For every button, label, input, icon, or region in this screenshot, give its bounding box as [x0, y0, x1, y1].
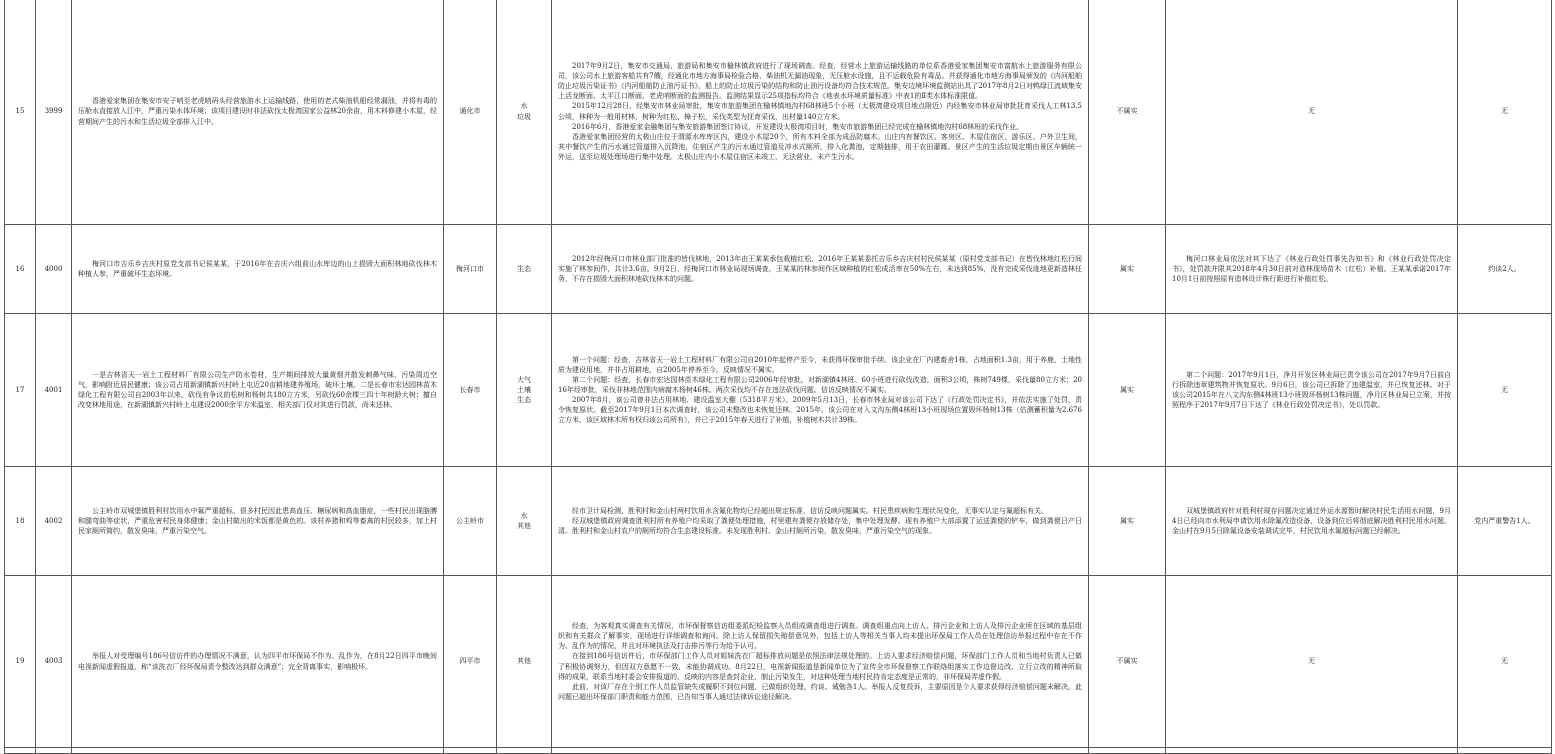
handling-text: 第二个问题：2017年9月1日，净月开发区林业局已责令该公司在2017年9月7日前自行拆除违章建筑物并恢复原状。9月6日，该公司已拆除了违建温室，并已恢复还林。对于该公司2015年在八文沟东侧4林班13小班毁坏杨树13株问题，净月区林业局已立案，并按照程序于2017年9月7日下达了《林业行政处罚决定书》，处以罚款。	[1172, 370, 1451, 410]
accountability: 党内严重警告1人。	[1458, 467, 1552, 576]
empty-cell	[36, 748, 72, 754]
admin-area: 公主岭市	[444, 467, 497, 576]
accountability: 无	[1458, 576, 1552, 748]
handling-result	[1166, 0, 1458, 225]
investigation-paragraph: 2015年12月28日，经集安市林业局审批，集安市旅游集团在榆林镇地沟村68林班5个小班（太极湾建设项目地点附近）内经集安市林业局审批抚育采伐人工林13.5公顷，林种为一般用材林，树种为红松、樟子松，采伐类型为抚育采伐，出材量140立方米。	[558, 102, 1082, 121]
admin-area: 长春市	[444, 314, 497, 467]
complaint-content	[72, 576, 444, 748]
verdict: 属实	[1089, 467, 1166, 576]
investigation-result	[552, 576, 1089, 748]
investigation-paragraph: 2012年经梅河口市林业部门批准的皆伐林地，2013年由王某某承包栽植红松，2016年王某某委托吉乐乡吉庆村村民侯某某（原村党支部书记）在皆伐林地红松行间实施了林参间作，共计3.6亩。9月2日，经梅河口市林业局现场调查，王某某的林参间作区域种植的红松成活率在50%左右，未达到85%，没有完成采伐迹地更新造林任务，不存在损毁大面积林地砍伐林木的问题。	[558, 254, 1082, 284]
case-id: 4002	[36, 467, 72, 576]
pollution-type-item: 其他	[517, 657, 531, 666]
investigation-paragraph: 经查，为客观真实调查有关情况，市环保督察信访组委派纪检监察人员组成调查组进行调查。调查组重点向上访人、排污企业和上访人及排污企业所在区域的基层组织和有关群众了解事实，现场进行详细调查和询问。除上访人保留损失赔偿意见外，包括上访人等相关当事人均未提出环保局工作人员在处理信访举报过程中存在不作为、乱作为的情况，并且对环境执法及打击排污等行为给予认可。	[558, 621, 1082, 651]
investigation-paragraph: 2007年8月，该公司曾非法占用林地、建设温室大棚（5318平方米）。2009年5月13日，长春市林业局对该公司下达了《行政处罚决定书》，并依法实施了处罚，责令恢复原状。截至2017年9月1日本次调查时，该公司未整改也未恢复还林。2015年，该公司在对入文沟东侧4林班13小班现场位置毁坏杨树13株（估测蓄积量为2.676立方米，该区域林木所有权归该公司所有），并已于2015年春天进行了补植，补植树木共计39株。	[558, 396, 1082, 425]
pollution-type-item: 生态	[517, 396, 531, 405]
complaint-content	[72, 467, 444, 576]
verdict: 属实	[1089, 314, 1166, 467]
complaint-content	[72, 0, 444, 225]
investigation-result	[552, 467, 1089, 576]
pollution-type-item: 其他	[517, 522, 531, 530]
accountability: 无	[1458, 314, 1552, 467]
investigation-paragraph: 2017年9月2日，集安市交通局、旅游局和集安市榆林镇政府进行了现场调查。经查，经营水上旅游运输线路的单位系香港爱家集团集安市富航水上旅游服务有限公司，该公司水上旅游客船共有7艘，经通化市地方海事局检验合格，柴油机无漏油现象，无压舱水设施，且不运载危险有毒品。并获得通化市地方海事局颁发的《内河船舶防止垃圾污染证书》《内河船舶防止油污证书》，船上的防止垃圾污染的结构和防止油污设备均符合技术规范。集安边境环境监测站出具了2017年8月2日对鸭绿江流域集安上活龙断面、太平江口断面、老虎哨断面的监测报告。监测结果显示25项指标均符合《地表水环境质量标准》中表1的Ⅱ类水体标准限值。	[558, 61, 1082, 101]
empty-cell	[5, 748, 36, 754]
complaint-text: 公主岭市双城堡镇胜利村饮用水中氟严重超标，很多村民因此患高血压、糖尿病和高血脂症，一些村民出现胳膊和腿弯曲等症状，严重危害村民身体健康；金山村做出的米饭都是黄色的。该村养猪和鸡等畜禽的村民较多，加上村民家厕所简约，散发臭味，严重污染空气。	[78, 506, 437, 536]
pollution-type-item: 水	[520, 102, 528, 111]
complaint-text: 一是吉林省天一岩土工程材料厂有限公司生产防水卷材，生产期间排放大量黄烟并散发刺鼻气味，污染周边空气，影响附近居民健康；该公司占用新湖镇新兴村岭上屯近20亩耕地建养殖场，破坏土壤。二是长春市宏达园林苗木绿化工程有限公司自2003年以来，砍伐有争议的松树和杨树共180立方米，另砍伐60余棵三四十年树龄大树；擅自改变林地用途，在新湖镇新兴村岭上屯建设2000余平方米温室，相关部门仅对其进行罚款，尚未还林。	[78, 370, 437, 410]
table-row	[5, 0, 1552, 225]
accountability: 无	[1458, 0, 1552, 225]
pollution-type-item: 水	[520, 511, 528, 520]
table-row	[5, 225, 1552, 314]
verdict: 不属实	[1089, 576, 1166, 748]
pollution-type	[497, 0, 552, 225]
handling-text: 双城堡镇政府针对胜利村现存问题决定通过外运水源暂时解决村民生活用水问题，9月4日已经向市水利局申请饮用水除氟改造设备，设备到位后将彻底解决胜利村民用水问题。金山村在9月5日除氟设备安装调试完毕，村民饮用水氟超标问题已经解决。	[1172, 506, 1451, 536]
investigation-paragraph: 第二个问题：经查，长春市宏达园林苗木绿化工程有限公司2006年经审批，对新湖镇4林班、60小班进行砍伐改造，面积3公顷，株树749棵，采伐量80立方米；2016年经审批，采伐非林地范围内病腐木杨树46株。两次采伐均不存在违法砍伐问题。信访反映情况不属实。	[558, 375, 1082, 394]
empty-cell	[72, 748, 444, 754]
table-row	[5, 314, 1552, 467]
investigation-paragraph: 第一个问题：经查，吉林省天一岩土工程材料厂有限公司自2010年起停产至今，未获得环保审批手续。该企业在厂内建畜舍1栋，占地面积1.3亩，用于养鹿，土地性质为建设用地，并非占用耕地，自2005年停养至今。反映情况不属实。	[558, 355, 1082, 374]
row-number: 15	[5, 0, 36, 225]
investigation-paragraph: 在接到186号信访件后，市环保部门工作人员对姐妹洗衣厂超标排放问题是依照法律法规处理的。上访人要求经济赔偿问题，环保部门工作人员和当地村负责人已做了积极协调努力，但因双方意愿不一致，未能协调成功。8月22日，电视新闻报道是新闻单位为了宣传全市环保督察工作联络组落实工作边督边改、立行立改的精神所取得的成果，联系当地村委会安排报道的，反映的内容是查封企业、制止污染发生，对这种处理当地村民持肯定态度是正常的，非环保局弄虚作假。	[558, 652, 1082, 681]
handling-result	[1166, 576, 1458, 748]
handling-text: 梅河口林业局依法对其下达了《林业行政处罚事先告知书》和《林业行政处罚决定书》，处罚款并限其2018年4月30日前对造林现场苗木（红松）补植。王某某承诺2017年10月1日前按照原有造林设计株行距进行补植红松。	[1172, 254, 1451, 284]
pollution-type-item: 土壤	[517, 385, 531, 394]
verdict: 不属实	[1089, 0, 1166, 225]
investigation-result	[552, 314, 1089, 467]
row-number: 17	[5, 314, 36, 467]
case-id: 4003	[36, 576, 72, 748]
verdict: 属实	[1089, 225, 1166, 314]
empty-cell	[497, 748, 552, 754]
pollution-type-item: 垃圾	[517, 112, 531, 121]
pollution-type-item: 大气	[517, 375, 531, 384]
empty-cell	[1458, 748, 1552, 754]
admin-area: 通化市	[444, 0, 497, 225]
empty-cell	[1089, 748, 1166, 754]
handling-text: 无	[1308, 657, 1315, 666]
case-id: 4001	[36, 314, 72, 467]
row-number: 18	[5, 467, 36, 576]
complaint-content	[72, 225, 444, 314]
investigation-paragraph: 2016年6月，香港爱家金融集团与集安旅游集团签订协议，开发建设太极湾项目时，集安市旅游集团已经完成在榆林镇地沟村68林班的采伐作业。	[572, 122, 1024, 131]
pollution-type	[497, 576, 552, 748]
handling-result	[1166, 314, 1458, 467]
pollution-type	[497, 225, 552, 314]
handling-result	[1166, 467, 1458, 576]
pollution-type	[497, 467, 552, 576]
pollution-type	[497, 314, 552, 467]
empty-cell	[444, 748, 497, 754]
complaint-content	[72, 314, 444, 467]
table-row	[5, 576, 1552, 748]
admin-area: 梅河口市	[444, 225, 497, 314]
pollution-type-item: 生态	[517, 264, 531, 273]
table-row-partial	[5, 748, 1552, 754]
investigation-paragraph: 经市卫计局检测，胜利村和金山村两村饮用水含氟化物均已经超出规定标准，信访反映问题属实。村民患疾病和生理状况变化，无事实认定与氟超标有关。	[572, 506, 1048, 515]
investigation-result	[552, 0, 1089, 225]
row-number: 19	[5, 576, 36, 748]
complaint-text: 梅河口市吉乐乡吉庆村原党支部书记侯某某，于2016年在吉庆六组前山水库边的山上损毁大面积林地砍伐林木种植人参，严重破坏生态环境。	[78, 259, 437, 278]
complaint-text: 香港爱家集团在集安市安子哨至老虎哨码头经营旅游水上运输线路，使用的老式柴油机船经常漏油，并将有毒的压舱水直接放入江中，严重污染水体环境；该项目建设时非法砍伐太极湾国家公益林20余亩，用木料修建小木屋，经营期间产生的污水和生活垃圾全部排入江中。	[78, 97, 437, 126]
investigation-result	[552, 225, 1089, 314]
handling-result	[1166, 225, 1458, 314]
handling-text: 无	[1308, 107, 1315, 116]
empty-cell	[552, 748, 1089, 754]
case-id: 4000	[36, 225, 72, 314]
table-row	[5, 467, 1552, 576]
empty-cell	[1166, 748, 1458, 754]
case-id: 3999	[36, 0, 72, 225]
investigation-paragraph: 此前，对该厂存在个别工作人员监管缺失或履职不到位问题，已做组织处理，约谈、诫勉各1人。举报人反复投诉，主要原因是个人要求获得经济赔偿问题未解决。此问题已超出环保部门职责和能力范围，已告知当事人通过法律诉讼途径解决。	[558, 682, 1082, 701]
investigation-paragraph: 经双城堡镇政府调查胜利村所有养殖户均采取了粪便处理措施，村里建有粪便存放储存处，集中处理发酵。现有养殖户大部添置了运送粪便的铲车，做到粪便日产日清。胜利村和金山村农户的厕所均符合生态建设标准。未发现胜利村、金山村厕所污染，散发臭味，严重污染空气的现象。	[558, 516, 1082, 536]
investigation-paragraph: 香港爱家集团经营的太极山庄位于渭源水库库区内，建设小木屋20个，所有木料全部为成品防腐木。山庄内有餐饮区、客房区、木屋住宿区、游乐区、户外卫生间，其中餐饮产生的污水通过管道排入沉降池，住宿区产生的污水通过管道及冲水式厕所，排入化粪池，定期抽排，用于农田灌溉。景区产生的生活垃圾定期由景区车辆统一外运，送至垃圾处理场进行集中处理。太极山庄内小木屋住宿区未竣工，无法营业，未产生污水。	[558, 132, 1082, 162]
admin-area: 四平市	[444, 576, 497, 748]
row-number: 16	[5, 225, 36, 314]
case-table	[4, 0, 1552, 754]
complaint-text: 举报人对受理编号186号信访件的办理情况不满意，认为四平市环保局不作为、乱作为，在8月22日四平市晚间电视新闻虚假报道，称“该洗衣厂经环保局责令整改达到群众满意”；完全背离事实，影响极坏。	[78, 652, 437, 671]
accountability: 约谈2人。	[1458, 225, 1552, 314]
